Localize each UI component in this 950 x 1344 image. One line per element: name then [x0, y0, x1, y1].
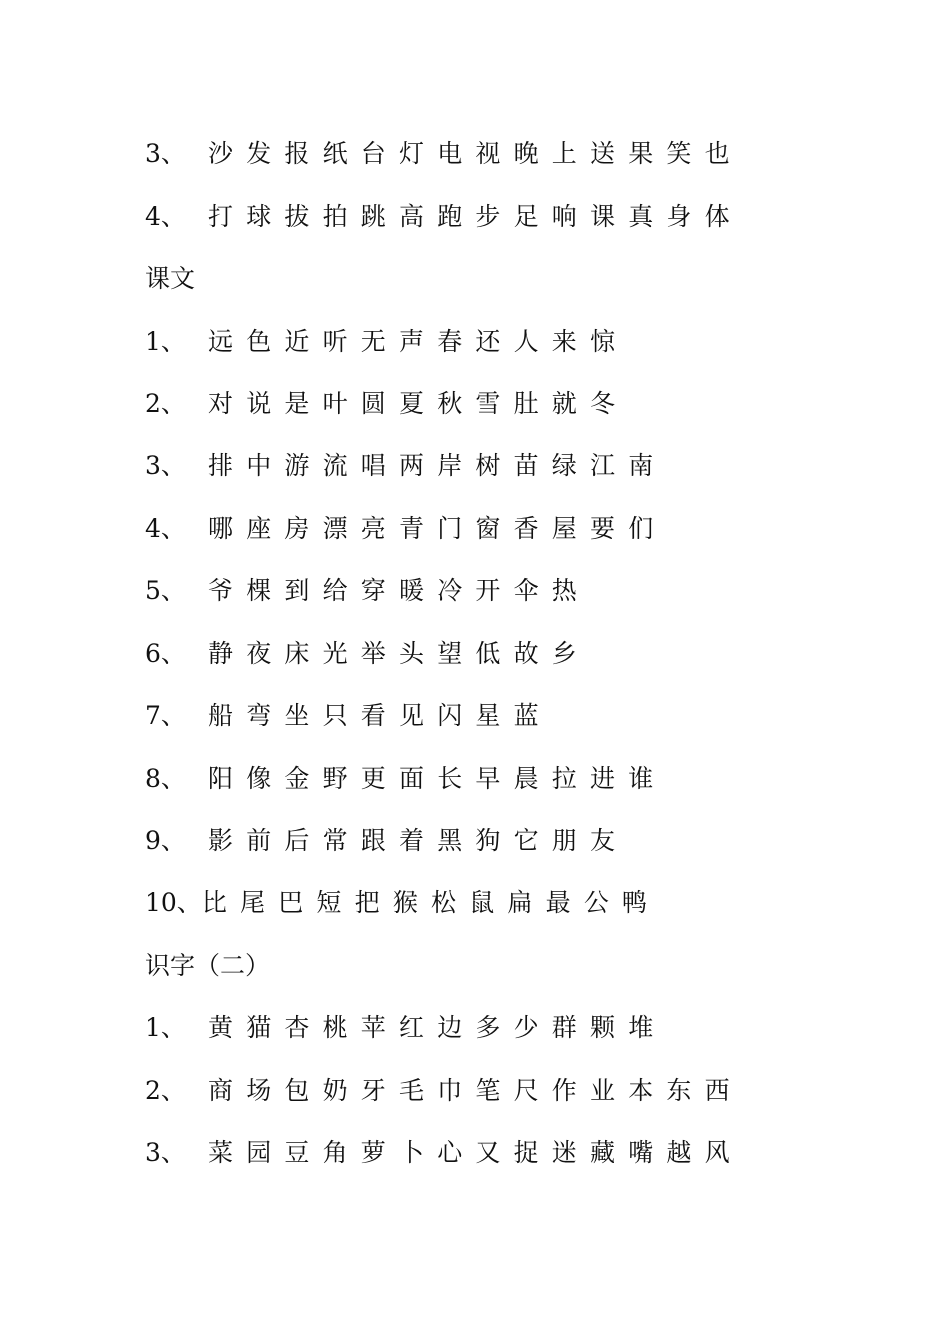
- item-number: 3、: [145, 451, 186, 480]
- item-number: 1、: [145, 1013, 186, 1042]
- item-number: 7、: [145, 701, 186, 730]
- character-list: 阳像金野更面长早晨拉进谁: [208, 764, 667, 793]
- character-list: 黄猫杏桃苹红边多少群颗堆: [208, 1013, 667, 1042]
- character-list: 比尾巴短把猴松鼠扁最公鸭: [201, 888, 661, 917]
- character-list: 爷棵到给穿暖冷开伞热: [208, 576, 591, 605]
- item-number: 3、: [145, 1138, 186, 1167]
- item-number: 2、: [145, 389, 186, 418]
- item-number: 8、: [145, 764, 186, 793]
- character-list: 打球拔拍跳高跑步足响课真身体: [208, 202, 743, 231]
- character-list: 商场包奶牙毛巾笔尺作业本东西: [208, 1076, 743, 1105]
- character-list: 对说是叶圆夏秋雪肚就冬: [208, 389, 629, 418]
- section-heading: 识字（二）: [145, 951, 271, 980]
- list-item: [145, 197, 743, 237]
- list-item: [145, 134, 743, 174]
- list-item: [145, 384, 628, 424]
- item-number: 4、: [145, 514, 186, 543]
- character-list: 沙发报纸台灯电视晚上送果笑也: [208, 139, 743, 168]
- character-list: 菜园豆角萝卜心又捉迷藏嘴越风: [208, 1138, 743, 1167]
- item-number: 9、: [145, 826, 186, 855]
- section-heading: 课文: [145, 264, 196, 293]
- item-number: 4、: [145, 202, 186, 231]
- list-item: [145, 883, 660, 923]
- list-item: [145, 1071, 743, 1111]
- list-item: [145, 634, 590, 674]
- list-item: [145, 509, 666, 549]
- item-number: 3、: [145, 139, 186, 168]
- list-item: [145, 759, 666, 799]
- item-number: 6、: [145, 639, 186, 668]
- list-item: [145, 1133, 743, 1173]
- list-item: [145, 571, 590, 611]
- item-number: 10、: [145, 888, 202, 917]
- character-list: 静夜床光举头望低故乡: [208, 639, 591, 668]
- character-list: 排中游流唱两岸树苗绿江南: [208, 451, 667, 480]
- item-number: 5、: [145, 576, 186, 605]
- list-item: [145, 821, 628, 861]
- list-item: [145, 696, 552, 736]
- character-list: 哪座房漂亮青门窗香屋要们: [208, 514, 667, 543]
- list-item: [145, 446, 666, 486]
- character-list: 影前后常跟着黑狗它朋友: [208, 826, 629, 855]
- list-item: [145, 1008, 666, 1048]
- character-list: 远色近听无声春还人来惊: [208, 327, 629, 356]
- item-number: 2、: [145, 1076, 186, 1105]
- character-list: 船弯坐只看见闪星蓝: [208, 701, 552, 730]
- item-number: 1、: [145, 327, 186, 356]
- list-item: [145, 322, 628, 362]
